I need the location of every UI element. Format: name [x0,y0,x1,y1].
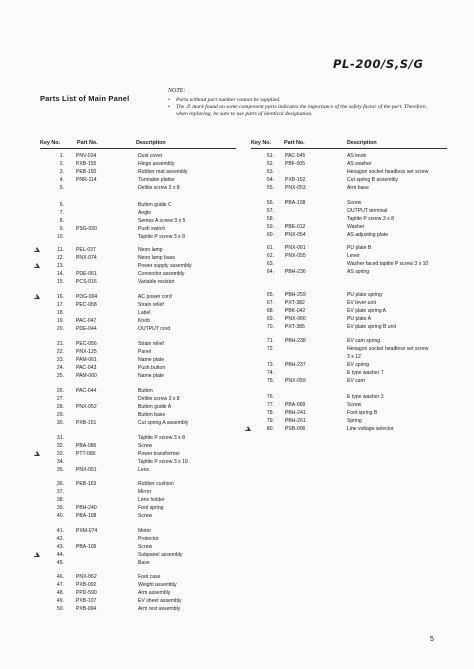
key-no: 26. [56,388,64,394]
part-no: PXB-107 [76,598,97,604]
description: Strain relief [138,302,164,308]
description: Name plate [138,373,165,379]
part-no: PEC-058 [76,302,97,308]
key-no: 13. [56,263,64,269]
key-no: 59. [266,224,274,230]
table-row [0,232,474,239]
key-no: 74. [266,370,274,376]
table-row [0,560,474,567]
table-row [0,261,474,268]
key-no: 35. [56,467,64,473]
table-row [0,208,474,215]
part-no: PBA-099 [285,402,306,408]
table-row [0,153,474,160]
key-no: 31. [56,435,64,441]
description: Washer faced taptite P screw 3 x 10 [347,261,429,267]
key-no: 69. [266,316,274,322]
part-no: PXB-151 [76,420,97,426]
key-no: 21. [56,341,64,347]
part-no: PBA-108 [76,513,97,519]
key-no: 62. [266,253,274,259]
table-row [0,426,474,433]
description: Rubber cushion [138,481,174,487]
description: Button guide A [138,404,172,410]
header-rule [40,148,236,149]
description: Base [138,560,150,566]
part-no: PXT-385 [285,324,305,330]
table-row [0,552,474,559]
key-no: 16. [56,294,64,300]
table-row [0,459,474,466]
header-rule [251,148,447,149]
table-row [0,497,474,504]
description: EV plate spring A [347,308,387,314]
description: Hinge assembly [138,161,175,167]
table-row [0,590,474,597]
part-no: PXT-382 [285,300,305,306]
part-no: PEB-163 [76,481,97,487]
description: Taptite P screw 3 x 8 [347,216,394,222]
part-no: PNX-054 [285,232,306,238]
table-row [0,216,474,223]
key-no: 14. [56,271,64,277]
description: PU plate A [347,316,372,322]
description: Power transformer [138,451,180,457]
key-no: 72. [266,346,274,352]
table-row [0,338,474,345]
key-no: 9. [59,226,64,232]
description: PU plate spring [347,292,382,298]
description: Turntable platter [138,177,175,183]
description: E type washer 3 [347,394,384,400]
table-row [0,598,474,605]
key-no: 34. [56,459,64,465]
description: Screw [347,200,362,206]
key-no: 51. [266,153,274,159]
key-no: 33. [56,451,64,457]
key-no: 37. [56,489,64,495]
part-no: PNX-125 [76,349,97,355]
part-no: PNR-114 [76,177,97,183]
table-row [0,544,474,551]
header-key-no: Key No. [40,140,61,146]
table-row [0,161,474,168]
description: OUTPUT cord [138,326,171,332]
part-no: PXB-094 [76,606,97,612]
model-name: PL-200/S,S/G [333,57,424,71]
key-no: 61. [266,245,274,251]
table-row [0,300,474,307]
part-no: PBA-108 [285,200,306,206]
key-no: 24. [56,365,64,371]
key-no: 17. [56,302,64,308]
part-no: PNX-059 [285,378,306,384]
safety-warning-icon [34,552,40,557]
key-no: 68. [266,308,274,314]
header-description: Description [136,140,166,146]
description: Knob [138,318,150,324]
description: AS adjusting plate [347,232,389,238]
description: Deltite screw 3 x 8 [138,396,180,402]
description: AS knob [347,153,367,159]
key-no: 49. [56,598,64,604]
description: Weight assembly [138,582,177,588]
part-no: PSG-020 [76,226,97,232]
description: Screw [347,402,362,408]
description: Lens [138,467,150,473]
table-row [0,443,474,450]
section-title: Parts List of Main Panel [40,94,130,103]
table-row [0,513,474,520]
key-no: 3. [59,169,64,175]
key-no: 36. [56,481,64,487]
note-bullet: • The ⚠ mark found on some component parts indicates the importance of the safety factor of the part. Therefore, when replacing, be sure to use parts of identical designation. [168,104,430,118]
key-no: 60. [266,232,274,238]
part-no: PPD-590 [76,590,97,596]
description: Lever [347,253,360,259]
part-no: PNX-074 [76,255,97,261]
table-row [0,185,474,192]
table-row [0,418,474,425]
table-row [0,435,474,442]
part-no: PBH-259 [285,292,306,298]
table-row [0,279,474,286]
key-no: 32. [56,443,64,449]
safety-warning-icon [245,426,251,431]
part-no: PXB-152 [285,177,306,183]
table-row [0,574,474,581]
description: Rubber mat assembly [138,169,188,175]
part-no: PNX-060 [285,316,306,322]
description: Push button [138,365,166,371]
key-no: 73. [266,362,274,368]
key-no: 23. [56,357,64,363]
safety-warning-icon [34,451,40,456]
description: Foot spring B [347,410,378,416]
key-no: 20. [56,326,64,332]
key-no: 55. [266,185,274,191]
header-description: Description [347,140,377,146]
key-no: 18. [56,310,64,316]
description: Power supply assembly [138,263,192,269]
table-row [0,370,474,377]
table-row [0,354,474,361]
part-no: PXB-092 [76,582,97,588]
part-no: PBA-109 [76,544,97,550]
key-no: 80. [266,426,274,432]
part-no: PNX-055 [285,253,306,259]
table-row [0,346,474,353]
key-no: 79. [266,418,274,424]
description: Hexagon socket headless set screw [347,346,429,352]
table-row [0,316,474,323]
table-row [0,200,474,207]
table-row [0,489,474,496]
part-no: PAC-045 [285,153,306,159]
key-no: 6. [59,202,64,208]
key-no: 5. [59,185,64,191]
description: Label [138,310,151,316]
key-no: 10. [56,234,64,240]
part-no: PBH-241 [285,410,306,416]
table-row [0,528,474,535]
description: Button [138,388,153,394]
description: Taptite P screw 3 x 10 [138,459,188,465]
description: EV plate spring B unit [347,324,396,330]
description: AS washer [347,161,372,167]
table-row [0,505,474,512]
part-no: PNX-053 [285,185,306,191]
table-row [0,324,474,331]
key-no: 4. [59,177,64,183]
description: Panel [138,349,152,355]
part-no: PBH-238 [285,338,306,344]
table-row [0,253,474,260]
part-no: PSB-006 [285,426,306,432]
description: Washer [347,224,365,230]
part-no: PEC-056 [76,341,97,347]
key-no: 15. [56,279,64,285]
part-no: PDE-044 [76,326,97,332]
key-no: 65. [266,292,274,298]
key-no: 64. [266,269,274,275]
key-no: 57. [266,208,274,214]
part-no: PEL-037 [76,247,96,253]
description: Semes A screw 3 x 5 [138,218,186,224]
table-row [0,224,474,231]
page-number: 5 [430,636,434,643]
description: EV spring [347,362,370,368]
key-no: 8. [59,218,64,224]
description: Connector assembly [138,271,185,277]
note-block [168,97,430,119]
table-row [0,606,474,613]
key-no: 78. [266,410,274,416]
description: Arm rest assembly [138,606,181,612]
key-no: 67. [266,300,274,306]
table-row [0,308,474,315]
key-no: 39. [56,505,64,511]
part-no: PBH-261 [285,418,306,424]
key-no: 19. [56,318,64,324]
key-no: 48. [56,590,64,596]
description: Arm assembly [138,590,171,596]
part-no: PBK-042 [285,308,306,314]
description: Arm base [347,185,369,191]
key-no: 63. [266,261,274,267]
table-row [0,394,474,401]
description: AS spring [347,269,370,275]
description: Taptite P screw 3 x 8 [138,435,185,441]
key-no: 40. [56,513,64,519]
description: PU plate B [347,245,372,251]
part-no: PAM-060 [76,373,97,379]
note-bullet: • Parts without part number cannot be supplied. [168,97,430,104]
key-no: 7. [59,210,64,216]
description: Foot case [138,574,161,580]
header-part-no: Part No. [77,140,98,146]
key-no: 77. [266,402,274,408]
part-no: PAM-061 [76,357,97,363]
part-no: PBH-236 [285,269,306,275]
description: OUTPUT terminal [347,208,388,214]
description: Spring [347,418,362,424]
key-no: 27. [56,396,64,402]
description: Strain relief [138,341,164,347]
key-no: 54. [266,177,274,183]
description: Protector [138,536,159,542]
key-no: 70. [266,324,274,330]
description: 3 x 12 [347,354,361,360]
table-row [0,169,474,176]
part-no: PNX-052 [76,404,97,410]
part-no: PXM-074 [76,528,98,534]
part-no: PAC-044 [76,388,97,394]
part-no: PBA-086 [76,443,97,449]
table-row [0,269,474,276]
table-row [0,481,474,488]
key-no: 11. [57,247,64,253]
part-no: PAC-043 [76,365,97,371]
part-no: PBH-240 [76,505,97,511]
description: Push switch [138,226,166,232]
description: E type washer 7 [347,370,384,376]
key-no: 12. [56,255,64,261]
description: Taptite P screw 3 x 8 [138,234,185,240]
part-no: PNX-051 [76,467,97,473]
table-row [0,177,474,184]
description: EV cam [347,378,365,384]
description: Cut spring B assembly [347,177,398,183]
key-no: 30. [56,420,64,426]
part-no: PDE-061 [76,271,97,277]
key-no: 71. [266,338,274,344]
key-no: 52. [266,161,274,167]
part-no: PNX-061 [285,245,306,251]
header-part-no: Part No. [284,140,305,146]
key-no: 53. [266,169,274,175]
key-no: 45. [56,560,64,566]
description: Dust cover [138,153,163,159]
part-no: PBF-005 [285,161,306,167]
key-no: 46. [56,574,64,580]
description: Lens holder [138,497,165,503]
description: EV sheet assembly [138,598,182,604]
header-key-no: Key No. [251,140,272,146]
part-no: PAC-047 [76,318,97,324]
description: Angle [138,210,152,216]
key-no: 41. [56,528,64,534]
description: Name plate [138,357,165,363]
key-no: 38. [56,497,64,503]
key-no: 43. [56,544,64,550]
table-row [0,467,474,474]
description: Motor [138,528,152,534]
key-no: 28. [56,404,64,410]
table-row [0,410,474,417]
description: Mirror [138,489,152,495]
description: Screw [138,544,153,550]
part-no: PBE-012 [285,224,306,230]
part-no: PNX-062 [76,574,97,580]
part-no: PBH-237 [285,362,306,368]
description: Deltite screw 3 x 8 [138,185,180,191]
key-no: 22. [56,349,64,355]
part-no: PNV-034 [76,153,97,159]
key-no: 58. [266,216,274,222]
description: Line voltage selector [347,426,394,432]
description: Subpanel assembly [138,552,183,558]
table-row [0,402,474,409]
table-row [0,378,474,385]
description: Button guide C [138,202,172,208]
description: EV lever unit [347,300,376,306]
key-no: 1. [59,153,64,159]
key-no: 2. [59,161,64,167]
key-no: 25. [56,373,64,379]
key-no: 29. [56,412,64,418]
part-no: PTT-086 [76,451,96,457]
part-no: PXB-155 [76,161,97,167]
description: Screw [138,443,153,449]
part-no: PDG-004 [76,294,98,300]
key-no: 42. [56,536,64,542]
note-heading: NOTE: [168,88,186,94]
description: AC power cord [138,294,172,300]
key-no: 47. [56,582,64,588]
part-no: PCS-016 [76,279,97,285]
description: Cut spring A assembly [138,420,189,426]
description: Variable resistor [138,279,175,285]
key-no: 76. [266,394,274,400]
description: Neon lamp base [138,255,176,261]
description: Screw [138,513,153,519]
table-row [0,582,474,589]
table-row [0,362,474,369]
key-no: 44. [56,552,64,558]
description: Button base [138,412,166,418]
table-row [0,292,474,299]
key-no: 75. [266,378,274,384]
key-no: 50. [56,606,64,612]
part-no: PEB-150 [76,169,97,175]
description: EV cam spring [347,338,381,344]
table-row [0,245,474,252]
table-row [0,536,474,543]
description: Foot spring [138,505,164,511]
description: Hexagon socket headless set screw [347,169,429,175]
table-row [0,451,474,458]
description: Neon lamp [138,247,163,253]
key-no: 56. [266,200,274,206]
